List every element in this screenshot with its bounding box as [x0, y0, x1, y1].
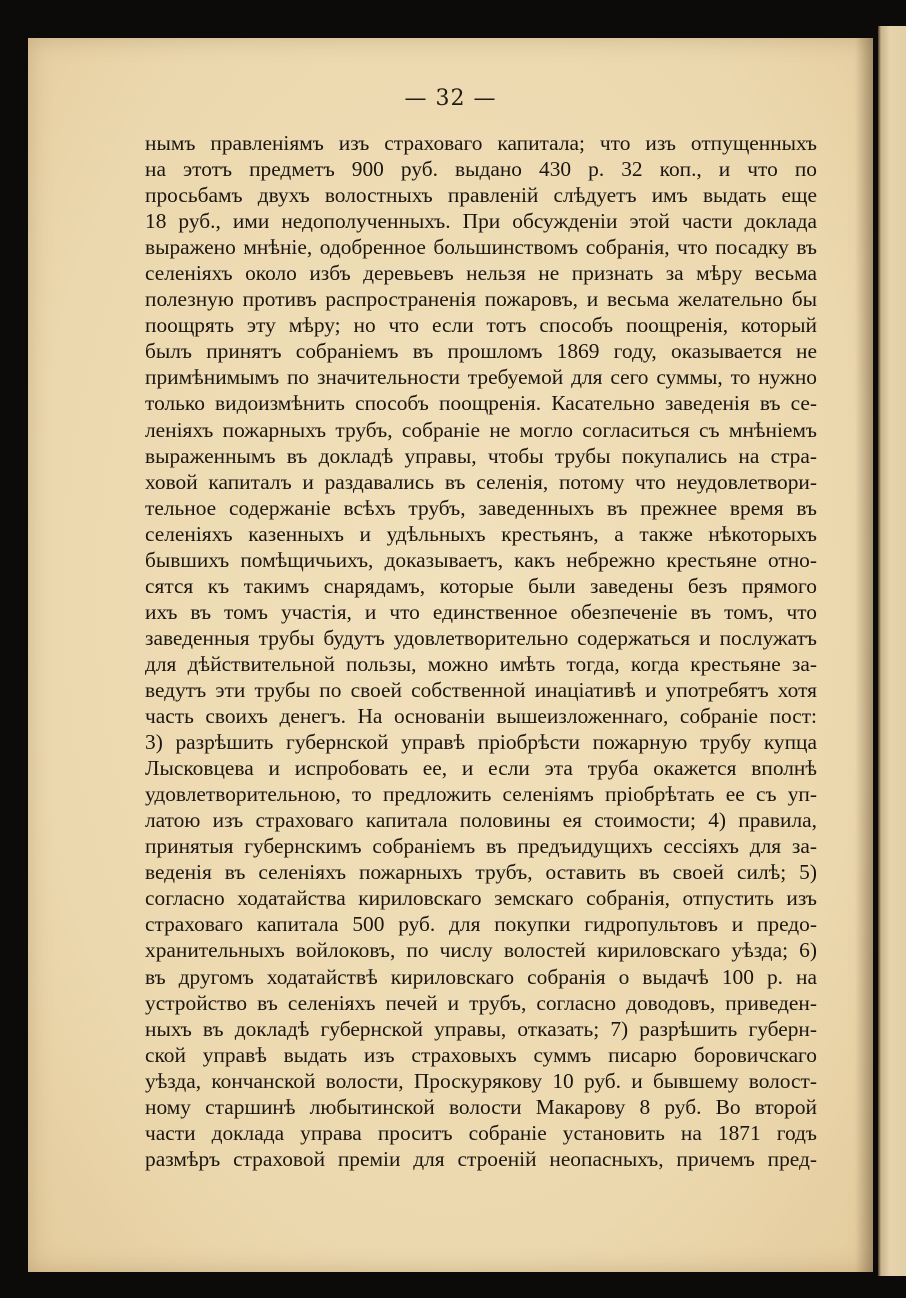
text-line: селеніяхъ около избъ деревьевъ нельзя не признать за мѣру весьма: [145, 261, 817, 286]
page-paper: [28, 38, 873, 1272]
text-line: въ другомъ ходатайствѣ кириловскаго собранія о выдачѣ 100 р. на: [145, 964, 817, 989]
text-line: ному старшинѣ любытинской волости Макарову 8 руб. Во второй: [145, 1094, 817, 1119]
text-line: на этотъ предметъ 900 руб. выдано 430 р. 32 коп., и что по: [145, 157, 817, 182]
text-line: селеніяхъ казенныхъ и удѣльныхъ крестьянъ, а также нѣкоторыхъ: [145, 521, 817, 546]
text-line: размѣръ страховой преміи для строеній неопасныхъ, причемъ пред-: [145, 1146, 817, 1171]
text-line: сятся къ такимъ снарядамъ, которые были заведены безъ прямого: [145, 573, 817, 598]
text-line: ховой капиталъ и раздавались въ селенія, потому что неудовлетвори-: [145, 469, 817, 494]
text-line: часть своихъ денегъ. На основаніи вышеизложеннаго, собраніе пост:: [145, 704, 817, 729]
text-line: ведутъ эти трубы по своей собственной инаціативѣ и употребятъ хотя: [145, 677, 817, 702]
text-line: согласно ходатайства кириловскаго земскаго собранія, отпустить изъ: [145, 886, 817, 911]
body-text: [145, 130, 817, 1172]
text-line: латою изъ страховаго капитала половины ея стоимости; 4) правила,: [145, 808, 817, 833]
text-line: нымъ правленіямъ изъ страховаго капитала; что изъ отпущенныхъ: [145, 131, 817, 155]
text-line: поощрять эту мѣру; но что если тотъ способъ поощренія, который: [145, 313, 817, 338]
text-line: Лысковцева и испробовать ее, и если эта труба окажется вполнѣ: [145, 756, 817, 781]
text-line: 3) разрѣшить губернской управѣ пріобрѣсти пожарную трубу купца: [145, 730, 817, 755]
text-line: выражено мнѣніе, одобренное большинствомъ собранія, что посадку въ: [145, 235, 817, 260]
text-line: тельное содержаніе всѣхъ трубъ, заведенныхъ въ прежнее время въ: [145, 495, 817, 520]
text-line: заведенныя трубы будутъ удовлетворительно содержаться и послужатъ: [145, 625, 817, 650]
text-line: только видоизмѣнить способъ поощренія. Касательно заведенія въ се-: [145, 391, 817, 416]
text-line: леніяхъ пожарныхъ трубъ, собраніе не могло согласиться съ мнѣніемъ: [145, 417, 817, 442]
text-line: выраженнымъ въ докладѣ управы, чтобы трубы покупались на стра-: [145, 443, 817, 468]
text-line: былъ принятъ собраніемъ въ прошломъ 1869 году, оказывается не: [145, 339, 817, 364]
text-line: просьбамъ двухъ волостныхъ правленій слѣдуетъ имъ выдать еще: [145, 183, 817, 208]
text-line: 18 руб., ими недополученныхъ. При обсужденіи этой части доклада: [145, 209, 817, 234]
text-line: хранительныхъ войлоковъ, по числу волостей кириловскаго уѣзда; 6): [145, 938, 817, 963]
text-line: для дѣйствительной пользы, можно имѣть тогда, когда крестьяне за-: [145, 651, 817, 676]
text-line: ныхъ въ докладѣ губернской управы, отказать; 7) разрѣшить губерн-: [145, 1016, 817, 1041]
text-line: части доклада управа проситъ собраніе установить на 1871 годъ: [145, 1120, 817, 1145]
text-line: примѣнимымъ по значительности требуемой для сего суммы, то нужно: [145, 365, 817, 390]
text-line: ихъ въ томъ участія, и что единственное обезпеченіе въ томъ, что: [145, 599, 817, 624]
text-line: устройство въ селеніяхъ печей и трубъ, согласно доводовъ, приведен-: [145, 990, 817, 1015]
gutter-shadow: [855, 38, 873, 1272]
text-line: страховаго капитала 500 руб. для покупки гидропультовъ и предо-: [145, 912, 817, 937]
text-line: уѣзда, кончанской волости, Проскурякову 10 руб. и бывшему волост-: [145, 1068, 817, 1093]
text-line: принятыя губернскимъ собраніемъ въ предъидущихъ сессіяхъ для за-: [145, 834, 817, 859]
page-number: — 32 —: [404, 86, 497, 111]
adjacent-page-edge: [878, 26, 906, 1276]
text-line: ской управѣ выдать изъ страховыхъ суммъ писарю боровичскаго: [145, 1042, 817, 1067]
text-line: полезную противъ распространенія пожаровъ, и весьма желательно бы: [145, 287, 817, 312]
text-line: веденія въ селеніяхъ пожарныхъ трубъ, оставить въ своей силѣ; 5): [145, 860, 817, 885]
text-line: удовлетворительною, то предложить селеніямъ пріобрѣтать ее съ уп-: [145, 782, 817, 807]
text-line: бывшихъ помѣщичьихъ, доказываетъ, какъ небрежно крестьяне отно-: [145, 547, 817, 572]
